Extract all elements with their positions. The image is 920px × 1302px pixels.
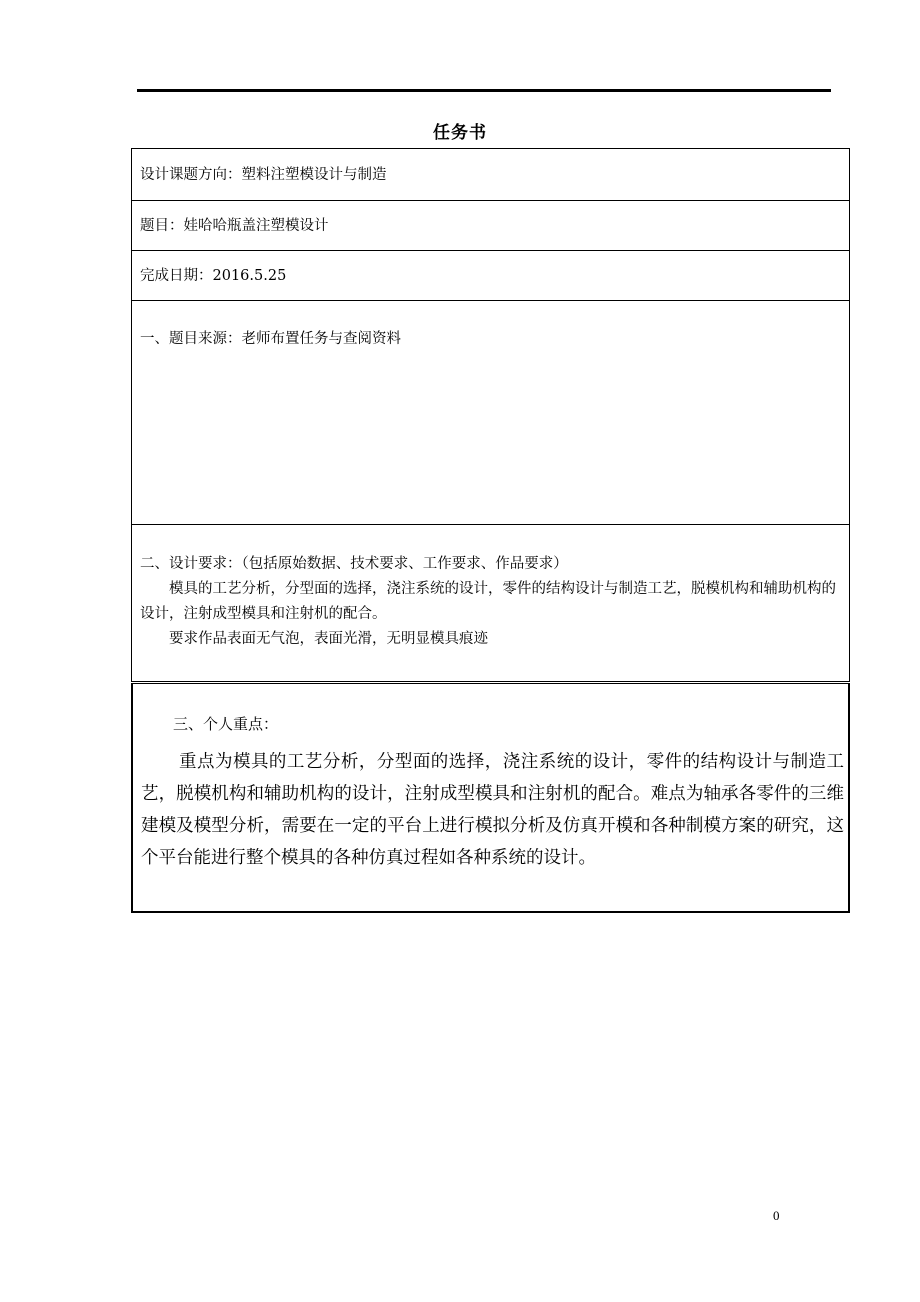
topic-text: 题目：娃哈哈瓶盖注塑模设计 [140, 218, 329, 234]
topic-row [132, 201, 849, 251]
focus-body: 重点为模具的工艺分析，分型面的选择，浇注系统的设计，零件的结构设计与制造工艺，脱模机构和辅助机构的设计，注射成型模具和注射机的配合。难点为轴承各零件的三维建模及模型分析，需要在一定的平台上进行模拟分析及仿真开模和各种制模方案的研究，这个平台能进行整个模具的各种仿真过程如各种系统的设计。 [141, 752, 844, 868]
requirements-section [132, 525, 849, 682]
source-heading: 一、题目来源：老师布置任务与查阅资料 [140, 331, 401, 347]
focus-section [131, 683, 850, 913]
page-title: 任务书 [433, 123, 487, 143]
direction-text: 设计课题方向：塑料注塑模设计与制造 [140, 167, 387, 183]
task-table-upper [131, 148, 850, 682]
task-table [131, 148, 850, 913]
header-rule [137, 89, 831, 92]
direction-row [132, 149, 849, 201]
source-section [132, 301, 849, 525]
focus-heading: 三、个人重点： [173, 715, 279, 733]
page-number: 0 [773, 1208, 780, 1223]
completion-date-text: 完成日期：2016.5.25 [140, 268, 287, 284]
requirements-heading: 二、设计要求：（包括原始数据、技术要求、工作要求、作品要求） [140, 556, 568, 572]
requirements-paragraph-1: 模具的工艺分析，分型面的选择，浇注系统的设计，零件的结构设计与制造工艺，脱模机构和辅助机构的设计，注射成型模具和注射机的配合。 [140, 581, 836, 622]
requirements-paragraph-2: 要求作品表面无气泡，表面光滑，无明显模具痕迹 [169, 631, 488, 647]
completion-date-row [132, 251, 849, 301]
